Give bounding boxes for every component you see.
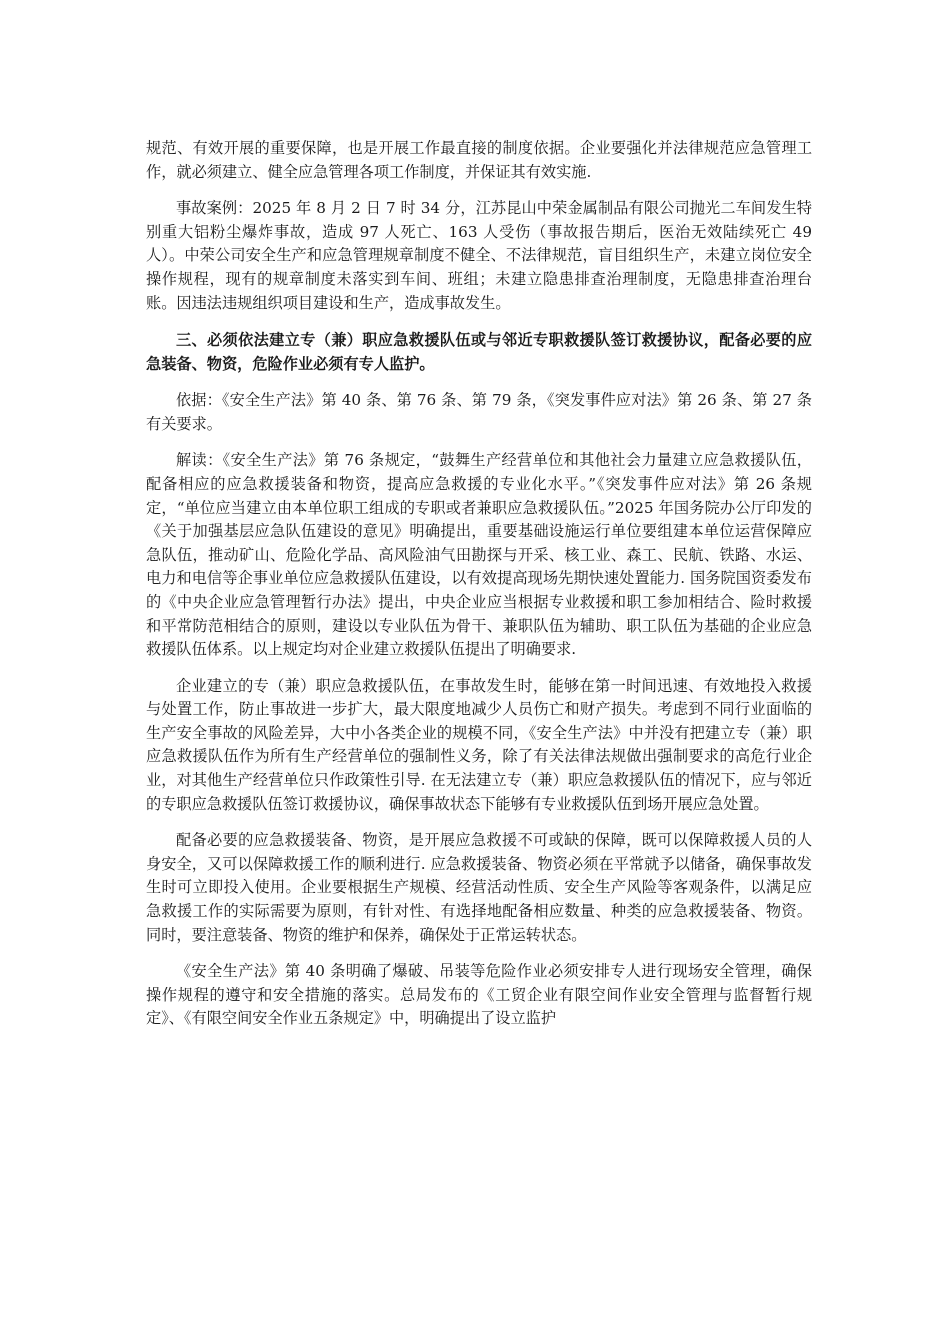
paragraph-continuation: 规范、有效开展的重要保障，也是开展工作最直接的制度依据。企业要强化并法律规范应急管理工作，就必须建立、健全应急管理各项工作制度，并保证其有效实施. [146, 139, 812, 181]
paragraph-equipment: 配备必要的应急救援装备、物资，是开展应急救援不可或缺的保障，既可以保障救援人员的人身安全，又可以保障救援工作的顺利进行. 应急救援装备、物资必须在平常就予以储备，确保事故发生时可立即投入使用。企业要根据生产规模、经营活动性质、安全生产风险等客观条件，以满足应急救援工作的实际需要为原则，有针对性、有选择地配备相应数量、种类的应急救援装备、物资。同时，要注意装备、物资的维护和保养，确保处于正常运转状态。 [146, 831, 812, 944]
paragraph-team: 企业建立的专（兼）职应急救援队伍，在事故发生时，能够在第一时间迅速、有效地投入救援与处置工作，防止事故进一步扩大，最大限度地减少人员伤亡和财产损失。考虑到不同行业面临的生产安全事故的风险差异，大中小各类企业的规模不同，《安全生产法》中并没有把建立专（兼）职应急救援队伍作为所有生产经营单位的强制性义务，除了有关法律法规做出强制要求的高危行业企业，对其他生产经营单位只作政策性引导. 在无法建立专（兼）职应急救援队伍的情况下，应与邻近的专职应急救援队伍签订救援协议，确保事故状态下能够有专业救援队伍到场开展应急处置。 [146, 676, 812, 813]
paragraph-interpretation: 解读：《安全生产法》第 76 条规定，“鼓舞生产经营单位和其他社会力量建立应急救援队伍，配备相应的应急救援装备和物资，提高应急救援的专业化水平。”《突发事件应对法》第 26 条规定，“单位应当建立由本单位职工组成的专职或者兼职应急救援队伍。”2025 年国务院办公厅印发的《关于加强基层应急队伍建设的意见》明确提出，重要基础设施运行单位要组建本单位运营保障应急队伍，推动矿山、危险化学品、高风险油气田勘探与开采、核工业、森工、民航、铁路、水运、电力和电信等企事业单位应急救援队伍建设，以有效提高现场先期快速处置能力. 国务院国资委发布的《中央企业应急管理暂行办法》提出，中央企业应当根据专业救援和职工参加相结合、险时救援和平常防范相结合的原则，建设以专业队伍为骨干、兼职队伍为辅助、职工队伍为基础的企业应急救援队伍体系。以上规定均对企业建立救援队伍提出了明确要求. [146, 451, 812, 659]
paragraph-basis: 依据：《安全生产法》第 40 条、第 76 条、第 79 条，《突发事件应对法》第 26 条、第 27 条有关要求。 [146, 391, 812, 433]
section-heading: 三、必须依法建立专（兼）职应急救援队伍或与邻近专职救援队签订救援协议，配备必要的应急装备、物资，危险作业必须有专人监护。 [146, 331, 812, 374]
paragraph-supervision: 《安全生产法》第 40 条明确了爆破、吊装等危险作业必须安排专人进行现场安全管理，确保操作规程的遵守和安全措施的落实。总局发布的《工贸企业有限空间作业安全管理与监督暂行规定》、《有限空间安全作业五条规定》中，明确提出了设立监护 [146, 962, 812, 1028]
paragraph-case: 事故案例：2025 年 8 月 2 日 7 时 34 分，江苏昆山中荣金属制品有限公司抛光二车间发生特别重大铝粉尘爆炸事故，造成 97 人死亡、163 人受伤（事故报告期后，医治无效陆续死亡 49 人）。中荣公司安全生产和应急管理规章制度不健全、不法律规范，盲目组织生产，未建立岗位安全操作规程，现有的规章制度未落实到车间、班组；未建立隐患排查治理制度，无隐患排查治理台账。因违法违规组织项目建设和生产，造成事故发生。 [146, 199, 812, 312]
document-page [146, 137, 812, 1031]
